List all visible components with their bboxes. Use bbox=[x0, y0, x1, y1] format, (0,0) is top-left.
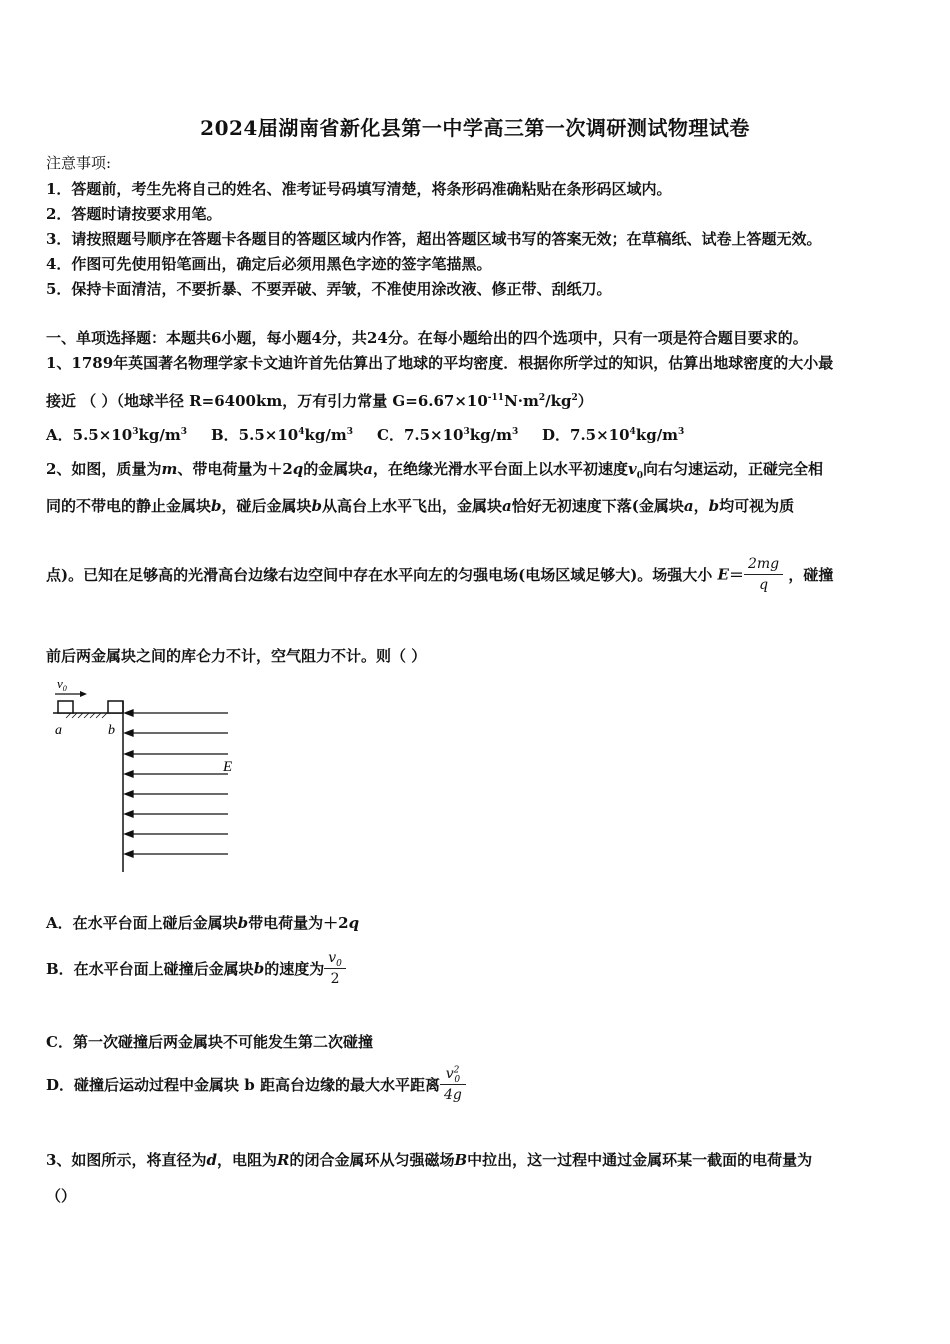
q1-stem-line2: 接近 （ ）（地球半径 R=6400km，万有引力常量 $G=6.67\times 10^{-11}N\cdot m^2/kg^2$） bbox=[46, 392, 593, 410]
q1-stem-line1: 1、1789年英国著名物理学家卡文迪许首先估算出了地球的平均密度．根据你所学过的知识，估算出地球密度的大小最 bbox=[46, 354, 834, 372]
block-a bbox=[58, 701, 73, 713]
q2-option-d[interactable]: D．碰撞后运动过程中金属块 b 距高台边缘的最大水平距离 $\frac{v^2_0}{4g}$ bbox=[46, 1066, 466, 1103]
figure-label-b: b bbox=[108, 723, 115, 738]
q2-stem-line4: 前后两金属块之间的库仑力不计，空气阻力不计。则（ ） bbox=[46, 647, 427, 665]
notice-item: 1．答题前，考生先将自己的姓名、准考证号码填写清楚，将条形码准确粘贴在条形码区域内。 bbox=[46, 180, 672, 198]
q2-diagram bbox=[50, 672, 250, 877]
q3-stem-line2: （） bbox=[46, 1187, 77, 1205]
section-heading: 一、单项选择题：本题共6小题，每小题4分，共24分。在每小题给出的四个选项中，只有一项是符合题目要求的。 bbox=[46, 329, 808, 347]
figure-label-a: a bbox=[55, 723, 62, 738]
notice-heading: 注意事项: bbox=[46, 154, 112, 172]
q2-stem-line1: 2、如图，质量为m、带电荷量为＋2q的金属块a，在绝缘光滑水平台面上以水平初速度$v_0$向右匀速运动，正碰完全相 bbox=[46, 460, 824, 481]
notice-item: 4．作图可先使用铅笔画出，确定后必须用黑色字迹的签字笔描黑。 bbox=[46, 255, 492, 273]
distance-fraction: $\frac{v^2_0}{4g}$ bbox=[440, 1066, 466, 1103]
q1-option-b[interactable]: B．$5.5\times 10^4kg/m^3$ bbox=[211, 426, 353, 444]
q3-stem-line1: 3、如图所示，将直径为d，电阻为R的闭合金属环从匀强磁场B中拉出，这一过程中通过金属环某一截面的电荷量为 bbox=[46, 1151, 813, 1169]
q2-option-a[interactable]: A．在水平台面上碰后金属块b带电荷量为＋2q bbox=[46, 914, 360, 932]
q1-option-c[interactable]: C．$7.5\times 10^3kg/m^3$ bbox=[377, 426, 519, 444]
q2-stem-line3: 点)。已知在足够高的光滑高台边缘右边空间中存在水平向左的匀强电场(电场区域足够大)。场强大小 E＝ $\frac{2mg}{q}$ ，碰撞 bbox=[46, 556, 834, 593]
block-b bbox=[108, 701, 123, 713]
velocity-fraction: $\frac{v_0}{2}$ bbox=[324, 950, 346, 987]
q2-option-b[interactable]: B．在水平台面上碰撞后金属块b的速度为 $\frac{v_0}{2}$ bbox=[46, 950, 346, 987]
field-fraction: $\frac{2mg}{q}$ bbox=[744, 556, 783, 593]
page-title: 2024届湖南省新化县第一中学高三第一次调研测试物理试卷 bbox=[200, 116, 750, 140]
notice-item: 5．保持卡面清洁，不要折暴、不要弄破、弄皱，不准使用涂改液、修正带、刮纸刀。 bbox=[46, 280, 612, 298]
q2-stem-line2: 同的不带电的静止金属块b，碰后金属块b从高台上水平飞出，金属块a恰好无初速度下落(金属块a，b均可视为质 bbox=[46, 497, 795, 515]
q2-option-c[interactable]: C．第一次碰撞后两金属块不可能发生第二次碰撞 bbox=[46, 1033, 373, 1051]
q1-option-a[interactable]: A．$5.5\times 10^3kg/m^3$ bbox=[46, 426, 187, 444]
figure-label-E: E bbox=[223, 759, 233, 775]
figure-v0-label: $v_0$ bbox=[57, 676, 67, 693]
field-lines bbox=[125, 710, 228, 857]
notice-item: 2．答题时请按要求用笔。 bbox=[46, 205, 222, 223]
notice-item: 3．请按照题号顺序在答题卡各题目的答题区域内作答，超出答题区域书写的答案无效；在草稿纸、试卷上答题无效。 bbox=[46, 230, 822, 248]
q1-option-d[interactable]: D．$7.5\times 10^4kg/m^3$ bbox=[542, 426, 685, 444]
